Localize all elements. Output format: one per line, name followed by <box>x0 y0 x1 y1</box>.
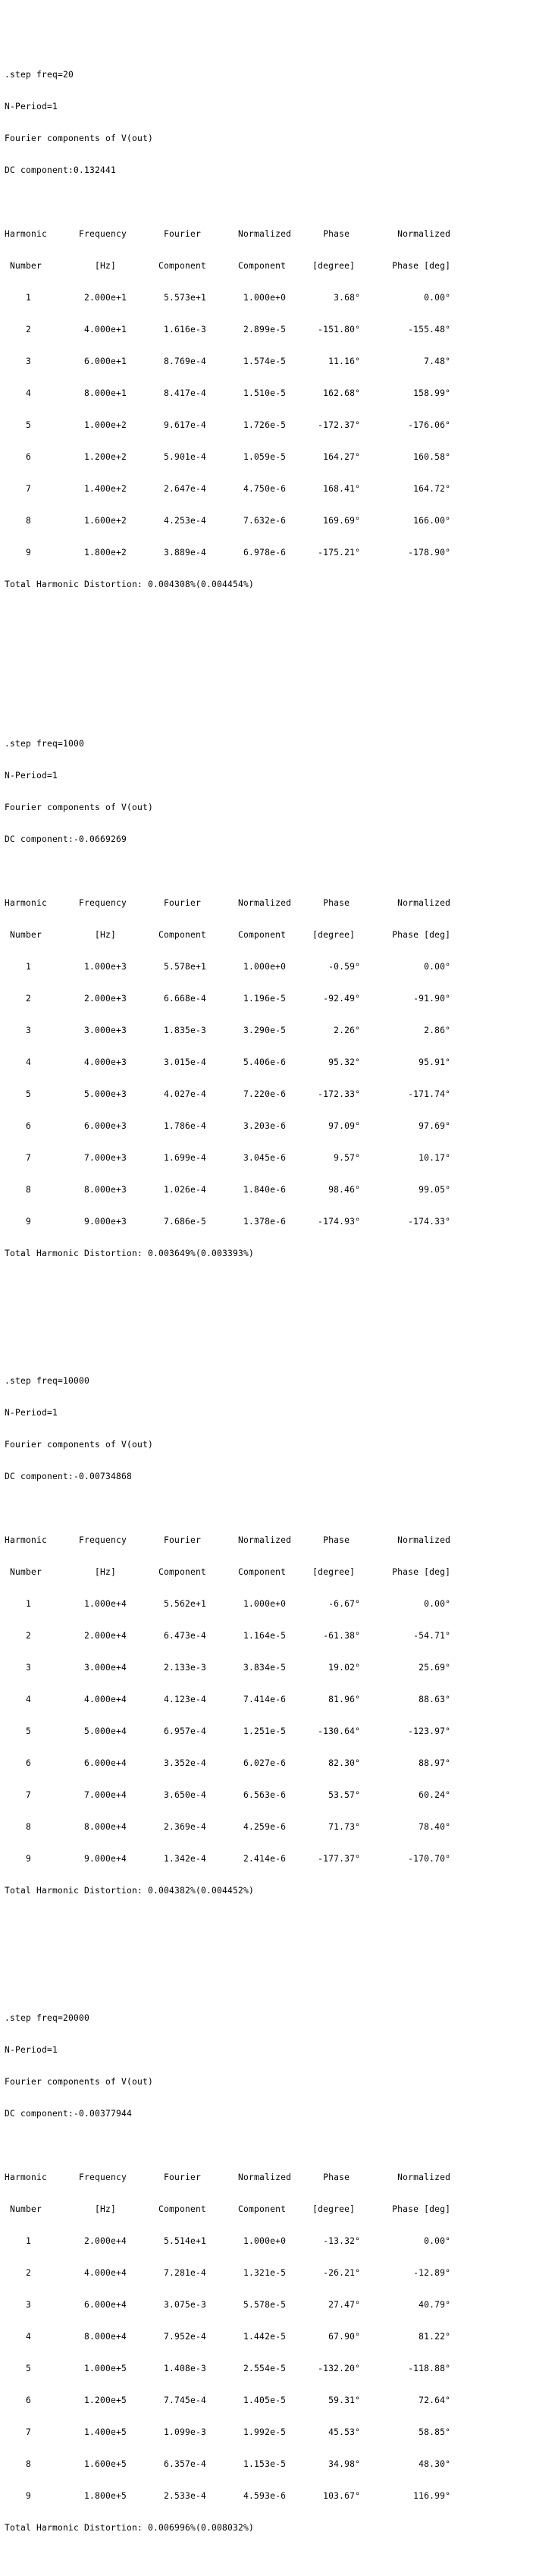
table-row: 7 1.400e+2 2.647e-4 4.750e-6 168.41° 164.72° <box>5 484 451 494</box>
period-line: N-Period=1 <box>5 2045 58 2055</box>
blank-line <box>5 866 450 877</box>
blank-line <box>5 1918 450 1928</box>
table-row: 7 1.400e+5 1.099e-3 1.992e-5 45.53° 58.85° <box>5 2427 451 2437</box>
fourier-line: Fourier components of V(out) <box>5 1440 154 1450</box>
table-row: 8 1.600e+5 6.357e-4 1.153e-5 34.98° 48.30° <box>5 2459 451 2469</box>
table-row: 5 5.000e+4 6.957e-4 1.251e-5 -130.64° -123.97° <box>5 1726 451 1736</box>
table-row: 4 4.000e+3 3.015e-4 5.406e-6 95.32° 95.91° <box>5 1057 451 1067</box>
table-row: 5 1.000e+2 9.617e-4 1.726e-5 -172.37° -176.06° <box>5 420 451 430</box>
blank-line <box>5 197 450 208</box>
table-row: 8 1.600e+2 4.253e-4 7.632e-6 169.69° 166.00° <box>5 516 451 526</box>
table-row: 2 2.000e+4 6.473e-4 1.164e-5 -61.38° -54.71° <box>5 1631 451 1641</box>
fourier-line: Fourier components of V(out) <box>5 134 154 143</box>
step-block <box>5 1355 450 1949</box>
blank-line <box>5 611 450 622</box>
table-header: Number [Hz] Component Component [degree] Phase [deg] <box>5 1567 451 1577</box>
table-row: 4 8.000e+1 8.417e-4 1.510e-5 162.68° 158.99° <box>5 388 451 398</box>
table-header: Number [Hz] Component Component [degree] Phase [deg] <box>5 930 451 940</box>
step-block <box>5 718 450 1312</box>
table-row: 8 8.000e+3 1.026e-4 1.840e-6 98.46° 99.05° <box>5 1185 451 1195</box>
table-header: Number [Hz] Component Component [degree] Phase [deg] <box>5 261 451 271</box>
table-row: 5 5.000e+3 4.027e-4 7.220e-6 -172.33° -171.74° <box>5 1089 451 1099</box>
step-block <box>5 49 450 675</box>
table-row: 3 3.000e+3 1.835e-3 3.290e-5 2.26° 2.86° <box>5 1026 451 1035</box>
thd-line: Total Harmonic Distortion: 0.006996%(0.008032%) <box>5 2523 255 2533</box>
table-row: 9 9.000e+3 7.686e-5 1.378e-6 -174.93° -174.33° <box>5 1217 451 1227</box>
table-row: 2 4.000e+1 1.616e-3 2.899e-5 -151.80° -155.48° <box>5 325 451 335</box>
dc-line: DC component:0.132441 <box>5 165 117 175</box>
table-row: 6 1.200e+2 5.901e-4 1.059e-5 164.27° 160.58° <box>5 452 451 462</box>
table-row: 8 8.000e+4 2.369e-4 4.259e-6 71.73° 78.40° <box>5 1822 451 1832</box>
table-row: 9 1.800e+5 2.533e-4 4.593e-6 103.67° 116.99° <box>5 2491 451 2501</box>
spice-error-log <box>5 6 450 2576</box>
table-header: Harmonic Frequency Fourier Normalized Phase Normalized <box>5 1535 451 1545</box>
thd-line: Total Harmonic Distortion: 0.004382%(0.004452%) <box>5 1886 255 1896</box>
table-row: 9 9.000e+4 1.342e-4 2.414e-6 -177.37° -170.70° <box>5 1854 451 1864</box>
step-line: .step freq=20000 <box>5 2013 90 2023</box>
blank-line <box>5 643 450 654</box>
period-line: N-Period=1 <box>5 1408 58 1418</box>
table-row: 2 4.000e+4 7.281e-4 1.321e-5 -26.21° -12.89° <box>5 2268 451 2278</box>
step-block <box>5 1992 450 2555</box>
thd-line: Total Harmonic Distortion: 0.003649%(0.003393%) <box>5 1249 255 1258</box>
period-line: N-Period=1 <box>5 102 58 112</box>
step-line: .step freq=20 <box>5 70 74 80</box>
table-row: 5 1.000e+5 1.408e-3 2.554e-5 -132.20° -118.88° <box>5 2364 451 2373</box>
table-header: Harmonic Frequency Fourier Normalized Phase Normalized <box>5 898 451 908</box>
table-header: Number [Hz] Component Component [degree] Phase [deg] <box>5 2204 451 2214</box>
table-row: 3 6.000e+1 8.769e-4 1.574e-5 11.16° 7.48° <box>5 357 451 366</box>
blank-line <box>5 1280 450 1291</box>
blank-line <box>5 2141 450 2151</box>
table-row: 9 1.800e+2 3.889e-4 6.978e-6 -175.21° -178.90° <box>5 548 451 558</box>
table-row: 2 2.000e+3 6.668e-4 1.196e-5 -92.49° -91.90° <box>5 994 451 1004</box>
step-line: .step freq=10000 <box>5 1376 90 1386</box>
dc-line: DC component:-0.0669269 <box>5 834 127 844</box>
step-line: .step freq=1000 <box>5 739 85 749</box>
dc-line: DC component:-0.00734868 <box>5 1472 133 1481</box>
blank-line <box>5 1503 450 1514</box>
dc-line: DC component:-0.00377944 <box>5 2109 133 2119</box>
table-row: 3 6.000e+4 3.075e-3 5.578e-5 27.47° 40.79° <box>5 2300 451 2310</box>
thd-line: Total Harmonic Distortion: 0.004308%(0.004454%) <box>5 580 255 589</box>
table-row: 7 7.000e+3 1.699e-4 3.045e-6 9.57° 10.17° <box>5 1153 451 1163</box>
table-header: Harmonic Frequency Fourier Normalized Phase Normalized <box>5 229 451 239</box>
table-row: 4 8.000e+4 7.952e-4 1.442e-5 67.90° 81.22° <box>5 2332 451 2342</box>
table-header: Harmonic Frequency Fourier Normalized Phase Normalized <box>5 2172 451 2182</box>
fourier-line: Fourier components of V(out) <box>5 803 154 812</box>
table-row: 1 2.000e+4 5.514e+1 1.000e+0 -13.32° 0.00° <box>5 2236 451 2246</box>
fourier-line: Fourier components of V(out) <box>5 2077 154 2087</box>
table-row: 1 1.000e+3 5.578e+1 1.000e+0 -0.59° 0.00° <box>5 962 451 972</box>
table-row: 1 2.000e+1 5.573e+1 1.000e+0 3.68° 0.00° <box>5 293 451 303</box>
period-line: N-Period=1 <box>5 771 58 781</box>
table-row: 6 1.200e+5 7.745e-4 1.405e-5 59.31° 72.64° <box>5 2395 451 2405</box>
table-row: 4 4.000e+4 4.123e-4 7.414e-6 81.96° 88.63° <box>5 1695 451 1704</box>
table-row: 1 1.000e+4 5.562e+1 1.000e+0 -6.67° 0.00° <box>5 1599 451 1609</box>
table-row: 6 6.000e+3 1.786e-4 3.203e-6 97.09° 97.69° <box>5 1121 451 1131</box>
table-row: 7 7.000e+4 3.650e-4 6.563e-6 53.57° 60.24° <box>5 1790 451 1800</box>
table-row: 3 3.000e+4 2.133e-3 3.834e-5 19.02° 25.69° <box>5 1663 451 1673</box>
table-row: 6 6.000e+4 3.352e-4 6.027e-6 82.30° 88.97° <box>5 1758 451 1768</box>
